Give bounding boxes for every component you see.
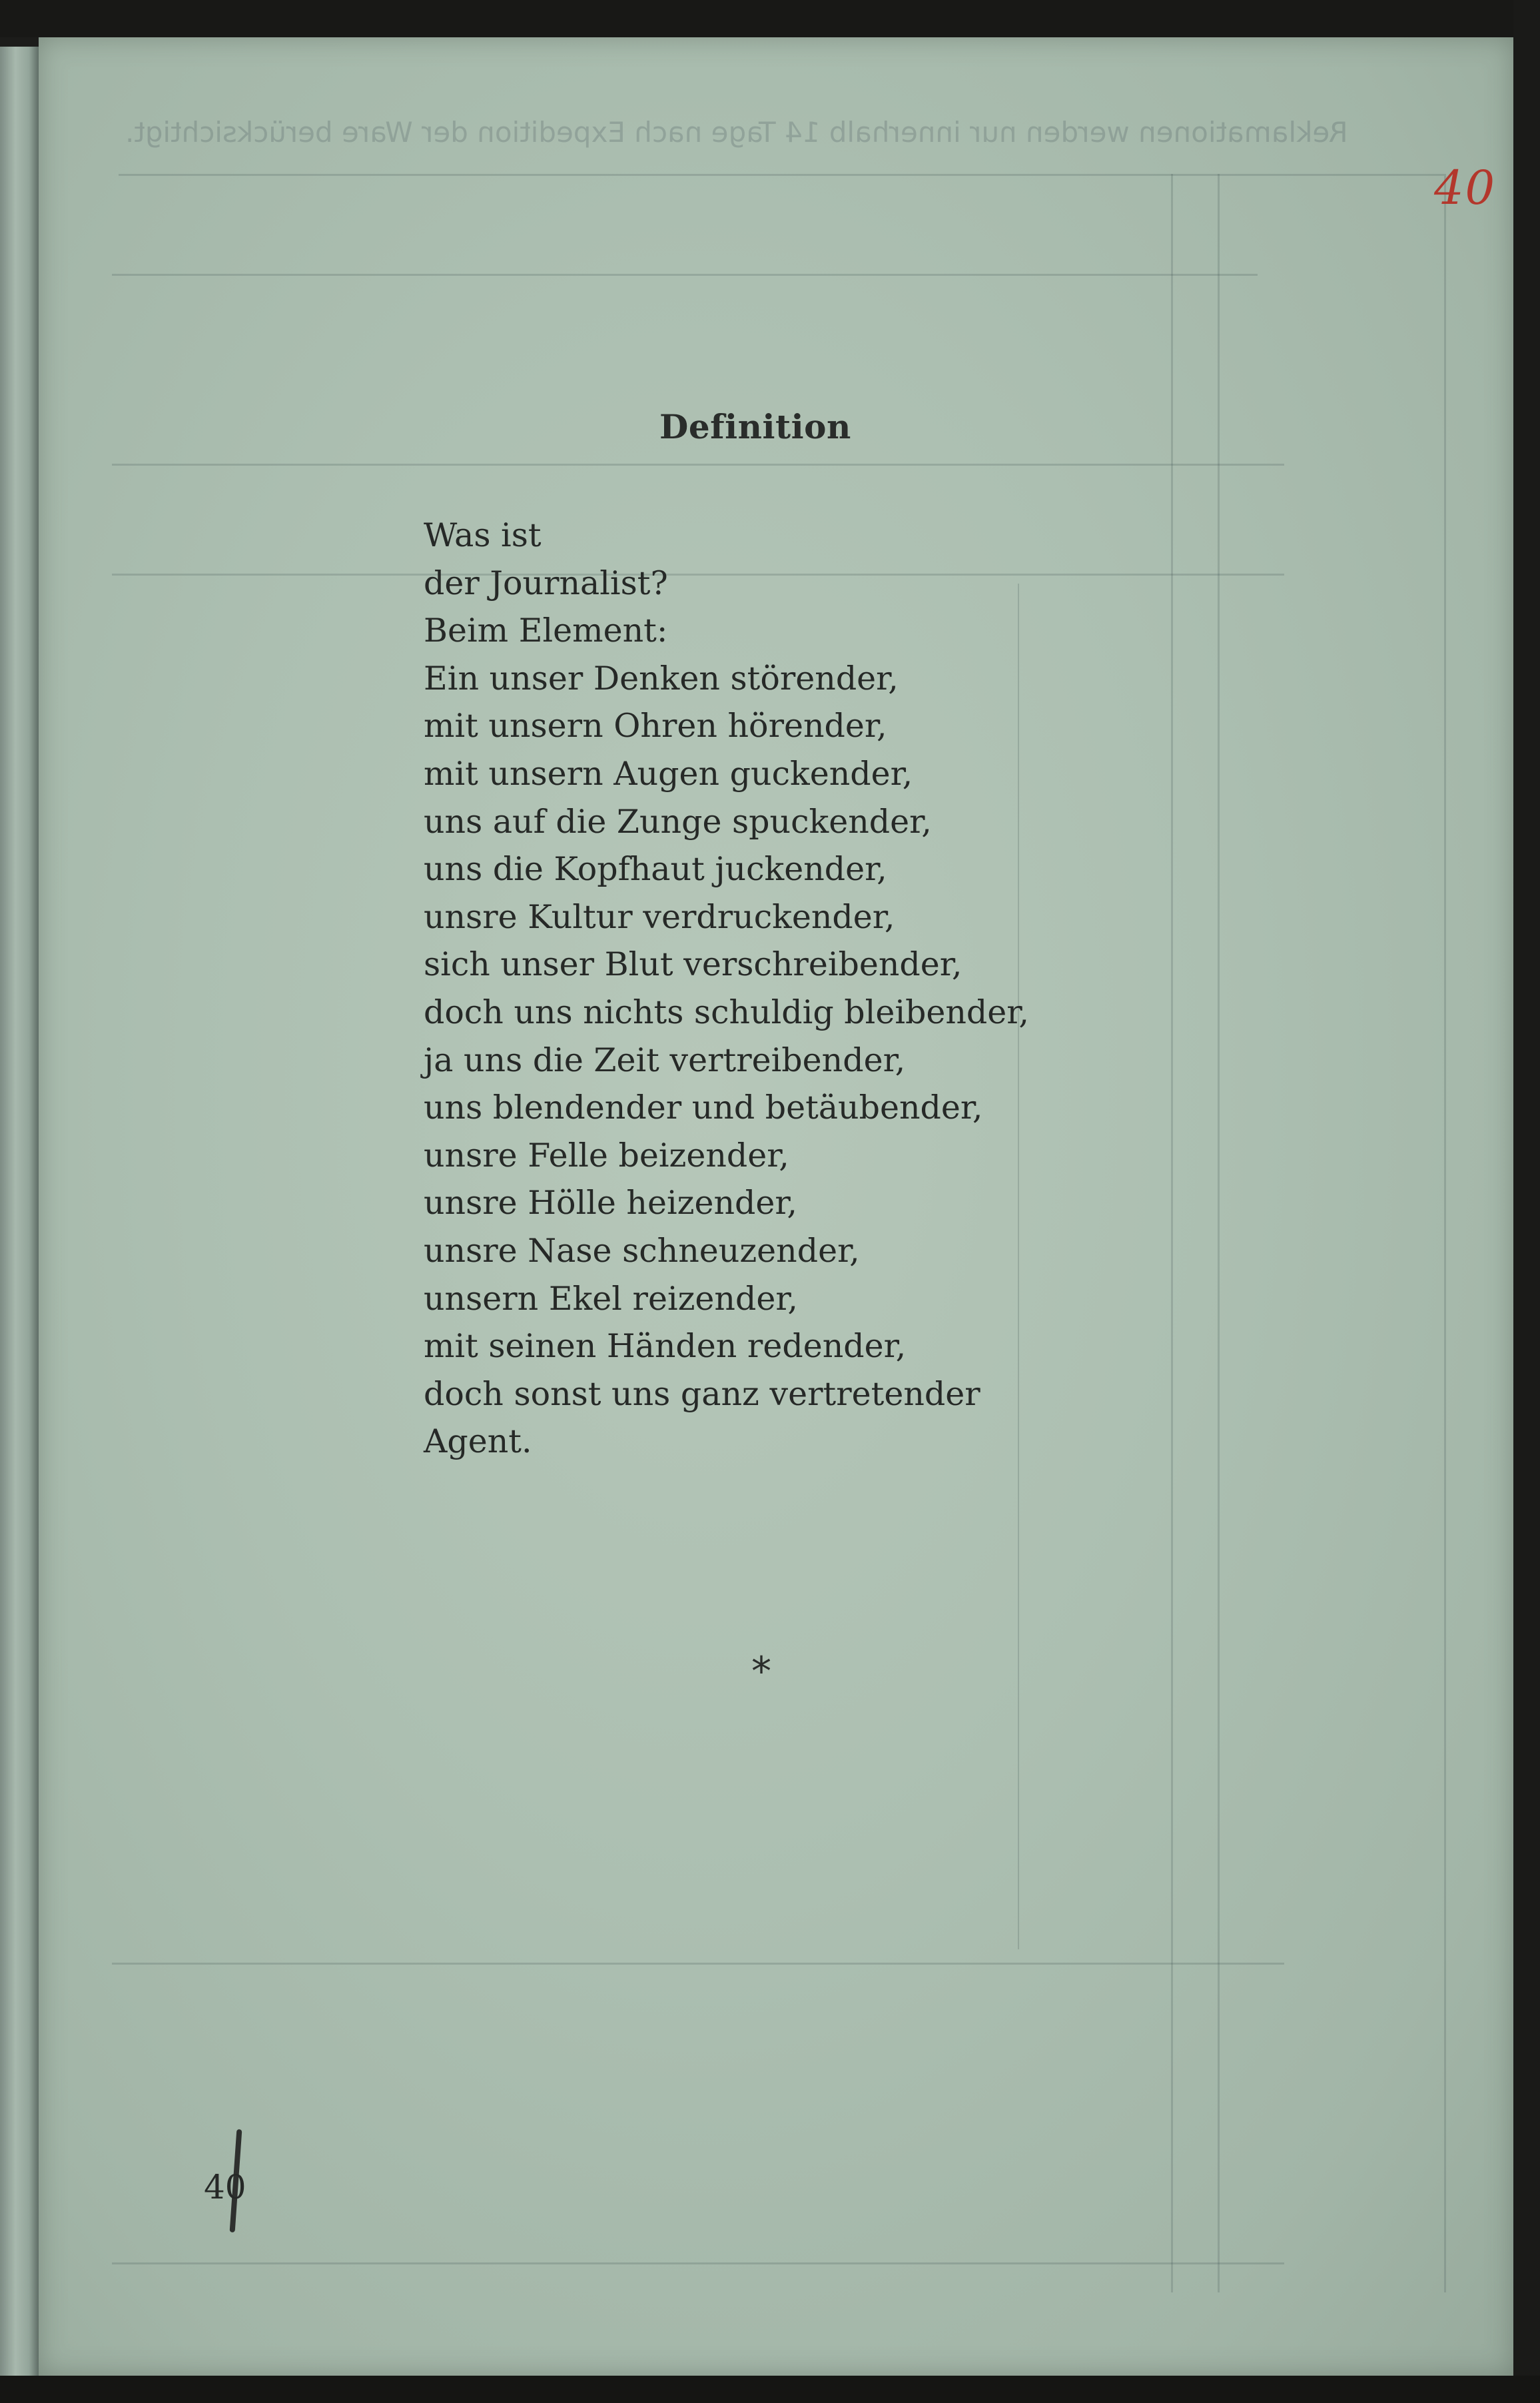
- poem-line: unsern Ekel reizender,: [424, 1279, 798, 1318]
- show-through-text: Reklamationen werden nur innerhalb 14 Tage nach Expedition der Ware berücksichtigt.: [125, 116, 1348, 149]
- poem-line: mit unsern Augen guckender,: [424, 754, 913, 793]
- page-number: 40: [204, 2168, 246, 2206]
- section-separator: *: [751, 1648, 771, 1695]
- poem-line: ja uns die Zeit vertreibender,: [424, 1041, 906, 1079]
- show-through-rule: [112, 464, 1284, 466]
- poem-line: Beim Element:: [424, 612, 668, 650]
- show-through-rule: [119, 174, 1444, 176]
- poem-line: unsre Kultur verdruckender,: [424, 897, 895, 936]
- poem-line: doch uns nichts schuldig bleibender,: [424, 993, 1029, 1031]
- show-through-rule: [112, 274, 1258, 276]
- scan-border-bottom: [0, 2376, 1540, 2403]
- show-through-rule: [1444, 174, 1446, 2292]
- show-through-rule: [112, 2262, 1284, 2264]
- poem-line: mit unsern Ohren hörender,: [424, 707, 887, 745]
- show-through-rule: [1171, 174, 1173, 2292]
- poem-line: der Journalist?: [424, 564, 668, 602]
- poem-line: uns auf die Zunge spuckender,: [424, 802, 932, 841]
- poem-line: unsre Felle beizender,: [424, 1136, 789, 1175]
- poem-body: [424, 512, 1029, 1466]
- book-page: [39, 37, 1513, 2376]
- scan-border-right: [1513, 0, 1540, 2403]
- poem-line: doch sonst uns ganz vertretender: [424, 1374, 980, 1413]
- poem-line: Agent.: [424, 1422, 532, 1461]
- poem-line: uns blendender und betäubender,: [424, 1089, 983, 1127]
- poem-line: unsre Nase schneuzender,: [424, 1231, 860, 1270]
- scan-border-top: [0, 0, 1540, 37]
- poem-line: Was ist: [424, 516, 542, 554]
- poem-line: mit seinen Händen redender,: [424, 1327, 907, 1366]
- poem-line: sich unser Blut verschreibender,: [424, 945, 962, 984]
- show-through-rule: [1218, 174, 1220, 2292]
- poem-line: unsre Hölle heizender,: [424, 1184, 797, 1222]
- poem-title: Definition: [659, 407, 851, 446]
- show-through-rule: [112, 1963, 1284, 1965]
- poem-line: Ein unser Denken störender,: [424, 659, 899, 698]
- archive-page-number: 40: [1434, 161, 1497, 215]
- poem-line: uns die Kopfhaut juckender,: [424, 850, 887, 889]
- binding-strip: [0, 47, 39, 2403]
